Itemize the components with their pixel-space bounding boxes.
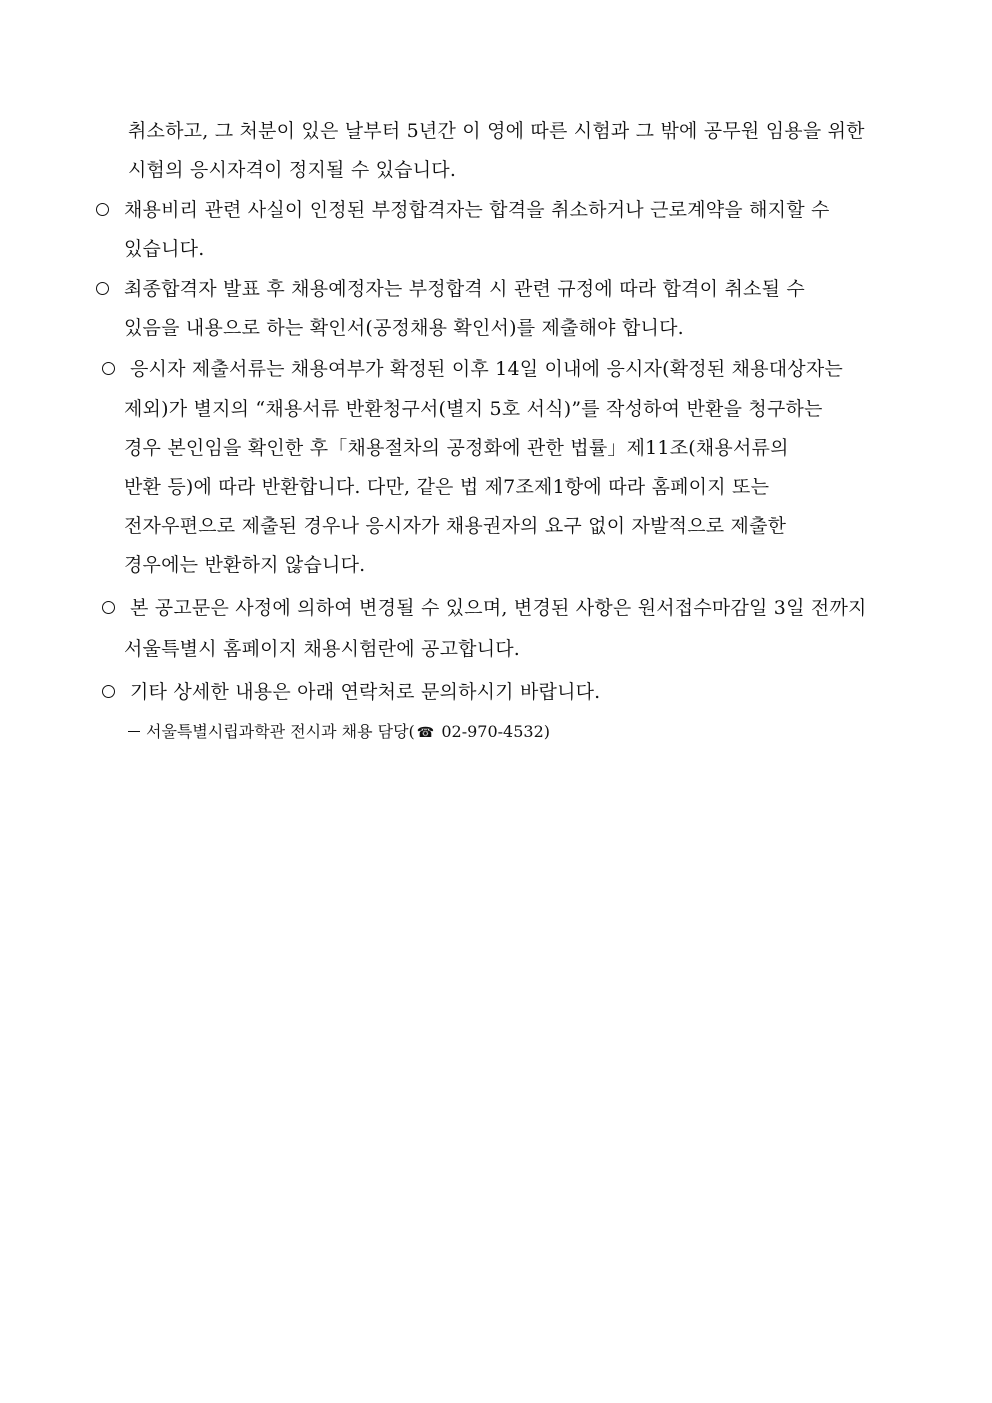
- bullet-circle-icon: [102, 356, 115, 382]
- bullet-circle-icon: [102, 679, 115, 705]
- contact-phone: 02-970-4532): [436, 722, 551, 741]
- contact-prefix: 서울특별시립과학관 전시과 채용 담당(: [146, 722, 415, 741]
- text-line: 경우 본인임을 확인한 후「채용절차의 공정화에 관한 법률」제11조(채용서류의: [124, 437, 789, 459]
- text-line: 전자우편으로 제출된 경우나 응시자가 채용권자의 요구 없이 자발적으로 제출한: [124, 515, 787, 537]
- text-line: 취소하고, 그 처분이 있은 날부터 5년간 이 영에 따른 시험과 그 밖에 공무원 임용을 위한: [128, 120, 865, 142]
- text-line: 있음을 내용으로 하는 확인서(공정채용 확인서)를 제출해야 합니다.: [124, 317, 684, 339]
- text-line: 본 공고문은 사정에 의하여 변경될 수 있으며, 변경된 사항은 원서접수마감일 3일 전까지: [130, 597, 867, 619]
- text-line: 반환 등)에 따라 반환합니다. 다만, 같은 법 제7조제1항에 따라 홈페이지 또는: [124, 476, 770, 498]
- bullet-circle-icon: [102, 595, 115, 621]
- text-line: 경우에는 반환하지 않습니다.: [124, 554, 366, 576]
- text-line: 있습니다.: [124, 238, 205, 260]
- text-line: 기타 상세한 내용은 아래 연락처로 문의하시기 바랍니다.: [130, 681, 601, 703]
- phone-icon: ☎: [416, 725, 435, 741]
- dash-icon: [128, 731, 140, 733]
- bullet-circle-icon: [96, 276, 109, 302]
- text-line: 채용비리 관련 사실이 인정된 부정합격자는 합격을 취소하거나 근로계약을 해지할 수: [124, 199, 830, 221]
- contact-line: [128, 721, 550, 744]
- bullet-circle-icon: [96, 197, 109, 223]
- text-line: 최종합격자 발표 후 채용예정자는 부정합격 시 관련 규정에 따라 합격이 취소될 수: [124, 278, 805, 300]
- text-line: 서울특별시 홈페이지 채용시험란에 공고합니다.: [124, 638, 521, 660]
- text-line: 응시자 제출서류는 채용여부가 확정된 이후 14일 이내에 응시자(확정된 채용대상자는: [130, 358, 843, 380]
- text-line: 제외)가 별지의 “채용서류 반환청구서(별지 5호 서식)”를 작성하여 반환을 청구하는: [124, 398, 823, 420]
- text-line: 시험의 응시자격이 정지될 수 있습니다.: [128, 159, 457, 181]
